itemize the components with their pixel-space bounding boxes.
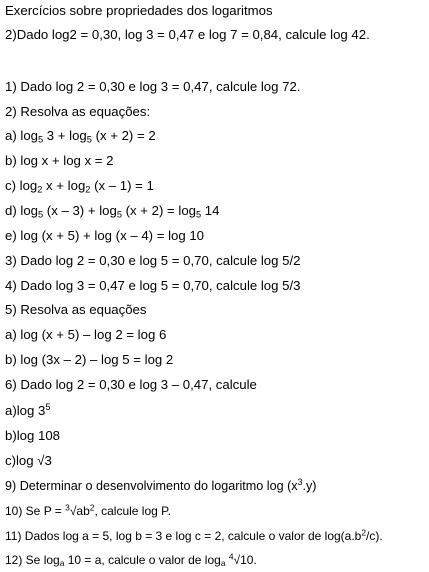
exercise-10: 10) Se $P = ^3√ab^2$, calcule log P. <box>5 502 171 518</box>
page-title: Exercícios sobre propriedades dos logaritmos <box>5 3 273 18</box>
exercise-6c: c)log √3 <box>5 453 52 468</box>
exercise-2d: d) $\log_5 (x - 3) + \log_5 (x + 2) = \log_5 14$ <box>5 203 220 220</box>
exercise-5: 5) Resolva as equações <box>5 302 147 317</box>
exercise-1: 1) Dado log 2 = 0,30 e log 3 = 0,47, calcule log 72. <box>5 79 301 94</box>
intro-exercise: 2)Dado log2 = 0,30, log 3 = 0,47 e log 7 = 0,84, calcule log 42. <box>5 27 370 42</box>
exercise-3: 3) Dado log 2 = 0,30 e log 5 = 0,70, calcule log 5/2 <box>5 253 301 268</box>
exercise-12: 12) Se $\log_a 10 = a$, calcule o valor de $\log_a ^4√10$. <box>5 551 257 569</box>
exercise-6b: b)log 108 <box>5 428 60 443</box>
exercise-4: 4) Dado log 3 = 0,47 e log 5 = 0,70, calcule log 5/3 <box>5 278 301 293</box>
exercise-2: 2) Resolva as equações: <box>5 104 151 119</box>
exercise-2e: e) log (x + 5) + log (x – 4) = log 10 <box>5 228 205 243</box>
exercise-5b: b) log (3x – 2) – log 5 = log 2 <box>5 352 174 367</box>
exercise-2c: c) $\log_2 x + \log_2 (x - 1) = 1$ <box>5 178 154 195</box>
exercise-9: 9) Determinar o desenvolvimento do logaritmo $\log (x^3.y)$ <box>5 477 317 493</box>
exercise-2b: b) log x + log x = 2 <box>5 153 114 168</box>
exercise-2a: a) $\log_5 3 + \log_5 (x + 2) = 2$ <box>5 128 156 145</box>
exercise-5a: a) log (x + 5) – log 2 = log 6 <box>5 327 167 342</box>
exercise-6a: a)log $3^5$ <box>5 401 51 418</box>
exercise-6: 6) Dado log 2 = 0,30 e log 3 – 0,47, calcule <box>5 377 257 392</box>
exercise-11: 11) Dados log a = 5, log b = 3 e log c = 2, calcule o valor de $\log(a.b^2/c)$. <box>5 527 383 543</box>
